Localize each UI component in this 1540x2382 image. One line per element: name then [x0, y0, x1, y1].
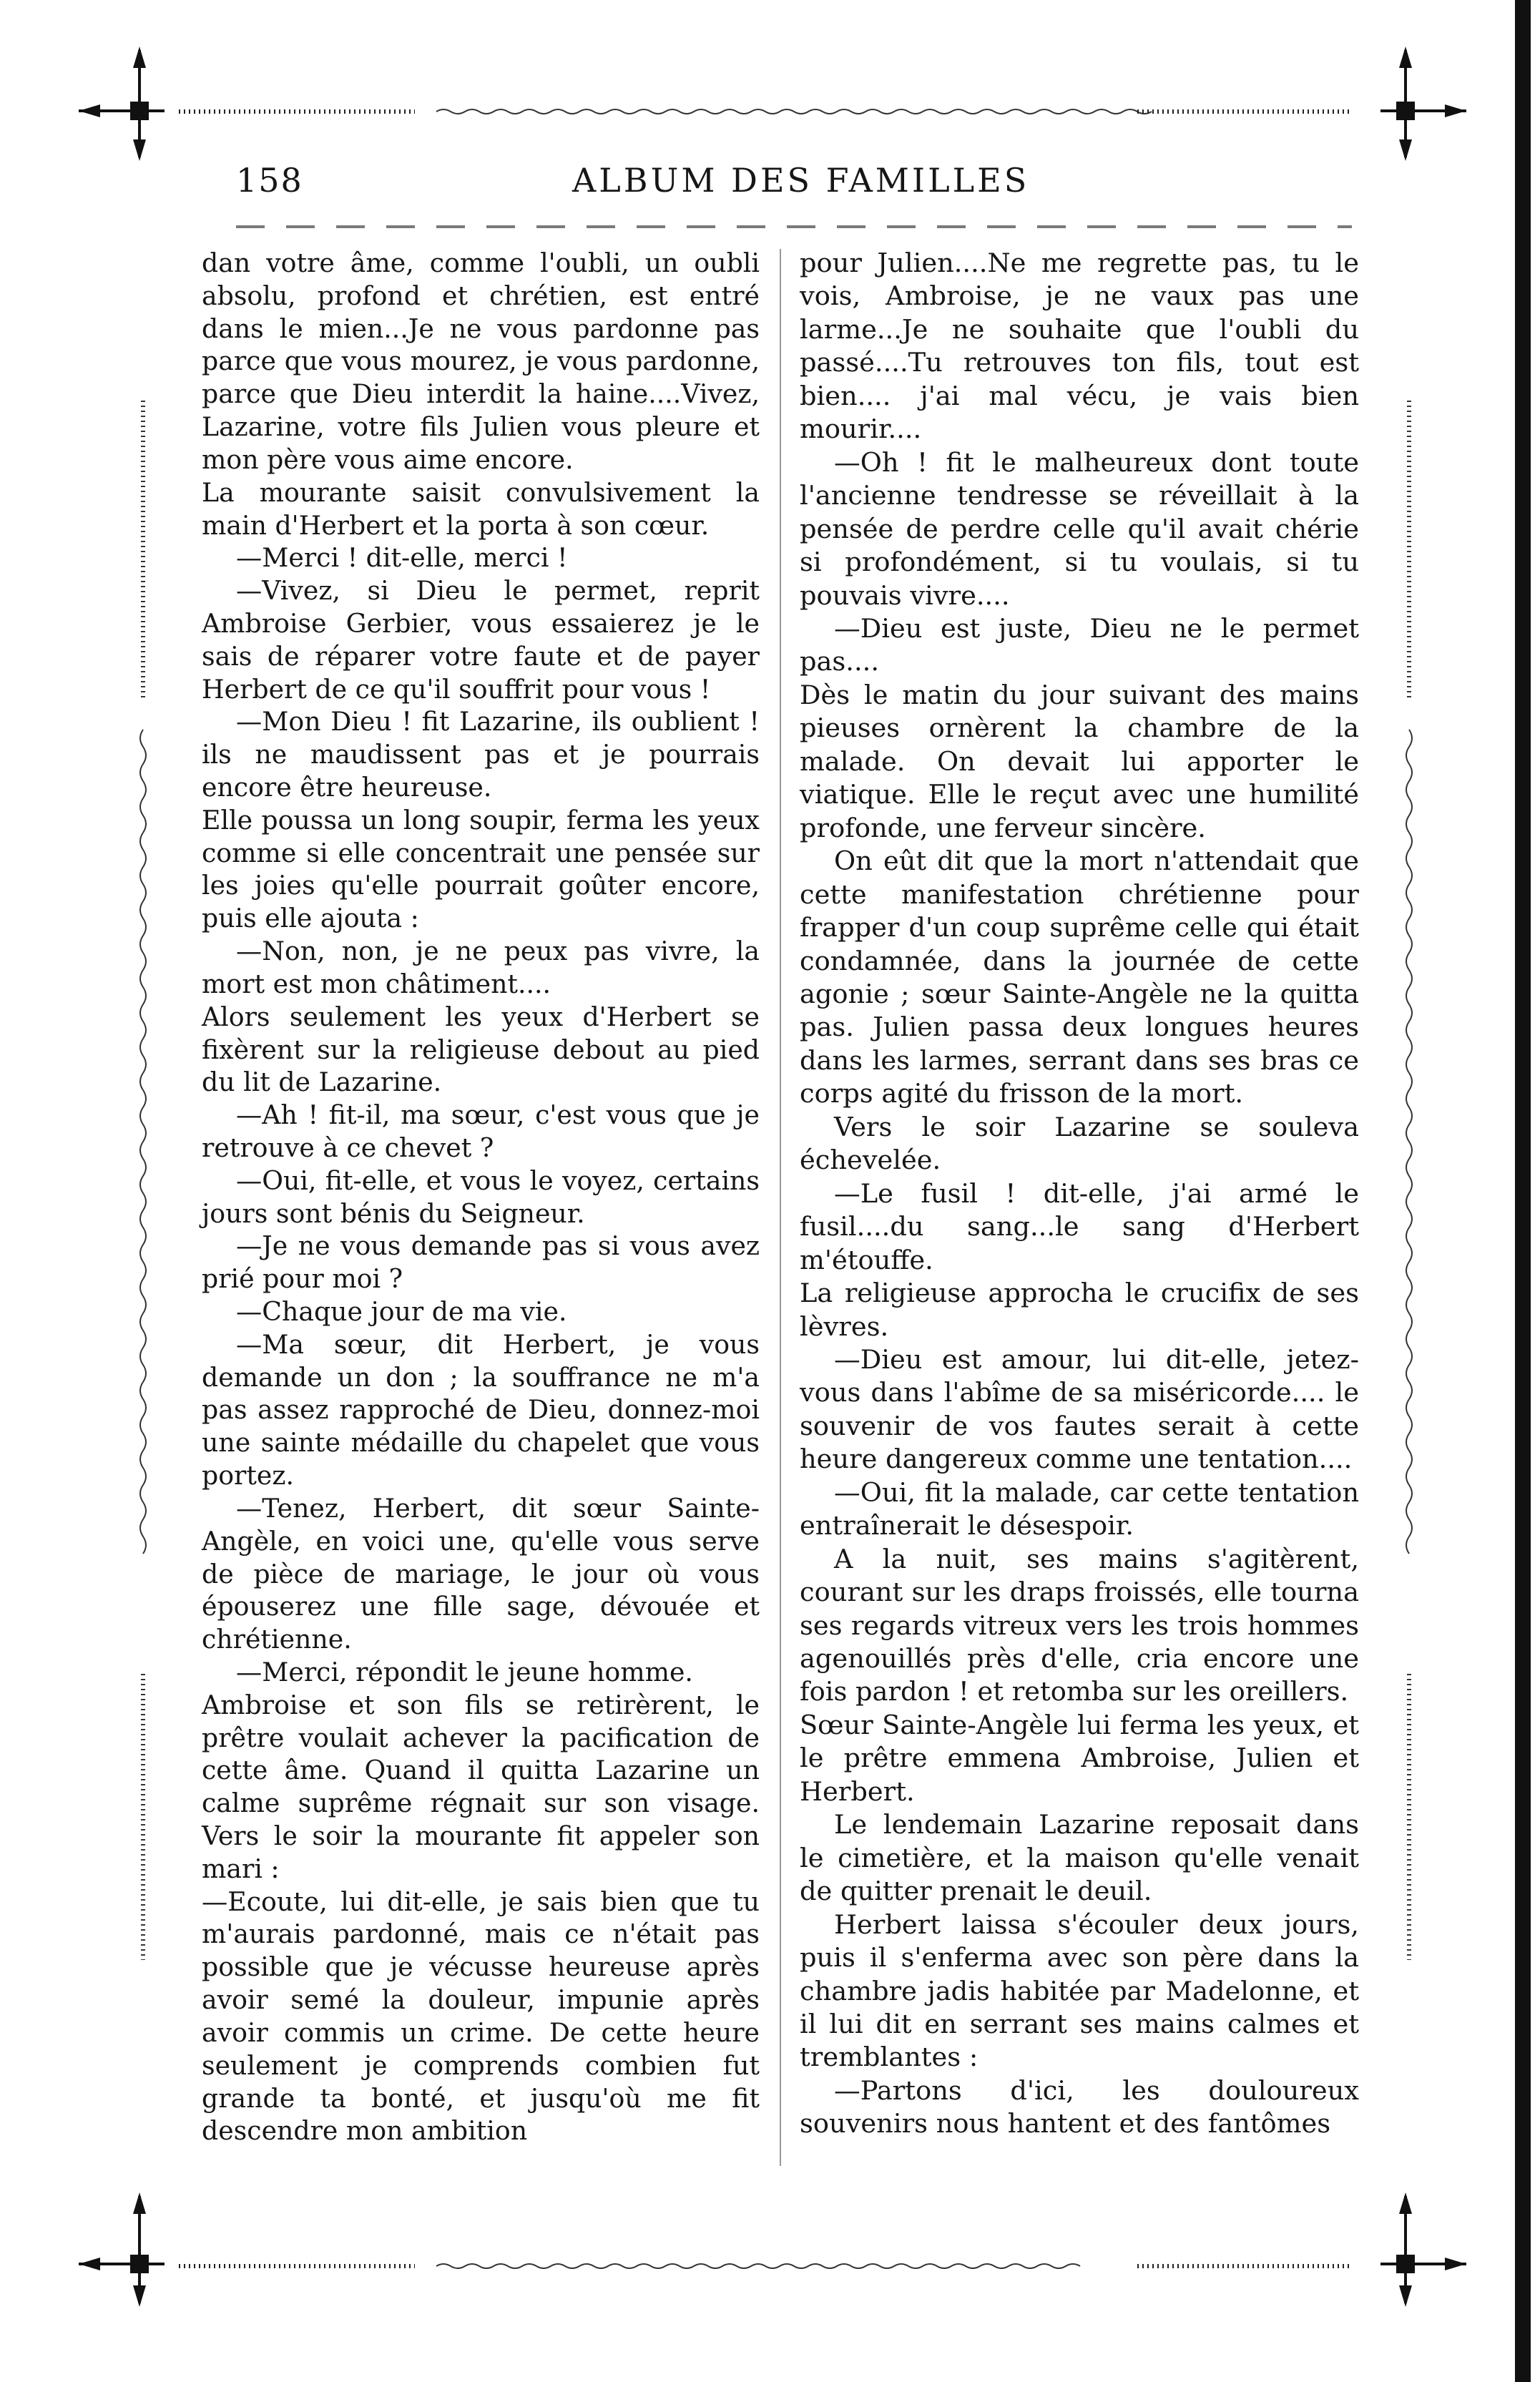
left-border-ornament [134, 401, 152, 1960]
paragraph: pour Julien....Ne me regrette pas, tu le vois, Ambroise, je ne vaux pas une larme...Je ne souhaite que l'oubli du passé....Tu retrouves ton fils, tout est bien.... j'ai mal vécu, je vais bien mourir.... [800, 247, 1359, 445]
paragraph: —Ecoute, lui dit-elle, je sais bien que tu m'aurais pardonné, mais ce n'était pas possible que je vécusse heureuse après avoir semé la douleur, impunie après avoir commis un crime. De cette heure seulement je comprends combien fut grande ta bonté, et jusqu'où me fit descendre mon ambition [202, 1886, 760, 2147]
top-border-rule [179, 106, 1352, 123]
paragraph: Alors seulement les yeux d'Herbert se fixèrent sur la religieuse debout au pied du lit de Lazarine. [202, 1001, 760, 1098]
paragraph: —Je ne vous demande pas si vous avez prié pour moi ? [202, 1230, 760, 1295]
corner-ornament-top-right [1380, 43, 1466, 165]
right-text-column [800, 247, 1359, 2141]
paragraph: Dès le matin du jour suivant des mains pieuses ornèrent la chambre de la malade. On devait lui apporter le viatique. Elle le reçut avec une humilité profonde, une ferveur sincère. [800, 679, 1359, 843]
page-edge-bar [1515, 0, 1531, 2382]
paragraph: —Dieu est amour, lui dit-elle, jetez-vous dans l'abîme de sa miséricorde.... le souvenir de vos fautes serait à cette heure dangereux comme une tentation.... [800, 1343, 1359, 1475]
paragraph: —Partons d'ici, les douloureux souvenirs nous hantent et des fantômes [800, 2074, 1359, 2140]
paragraph: —Merci, répondit le jeune homme. [236, 1656, 693, 1687]
paragraph: Elle poussa un long soupir, ferma les yeux comme si elle concentrait une pensée sur les joies qu'elle pourrait goûter encore, puis elle ajouta : [202, 804, 760, 934]
paragraph: —Non, non, je ne peux pas vivre, la mort est mon châtiment.... [202, 936, 760, 999]
paragraph: —Ma sœur, dit Herbert, je vous demande un don ; la souffrance ne m'a pas assez rapproché de Dieu, donnez-moi une sainte médaille du chapelet que vous portez. [202, 1328, 760, 1491]
paragraph: —Vivez, si Dieu le permet, reprit Ambroise Gerbier, vous essaierez je le sais de réparer votre faute et de payer Herbert de ce qu'il souffrit pour vous ! [202, 575, 760, 705]
paragraph: —Chaque jour de ma vie. [236, 1296, 567, 1327]
paragraph: La religieuse approcha le crucifix de ses lèvres. [800, 1278, 1359, 1342]
paragraph: Ambroise et son fils se retirèrent, le prêtre voulait achever la pacification de cette âme. Quand il quitta Lazarine un calme suprême régnait sur son visage. Vers le soir la mourante fit appeler son mari : [202, 1689, 760, 1884]
paragraph: —Merci ! dit-elle, merci ! [236, 542, 568, 574]
paragraph: A la nuit, ses mains s'agitèrent, courant sur les draps froissés, elle tourna ses regards vitreux vers les trois hommes agenouillés près d'elle, cria encore une fois pardon ! et retomba sur les oreillers. [800, 1543, 1359, 1707]
running-title: ALBUM DES FAMILLES [572, 161, 1030, 200]
paragraph: La mourante saisit convulsivement la main d'Herbert et la porta à son cœur. [202, 476, 760, 541]
paragraph: —Oui, fit la malade, car cette tentation entraînerait le désespoir. [800, 1476, 1359, 1542]
page-header [0, 161, 1540, 211]
paragraph: —Tenez, Herbert, dit sœur Sainte-Angèle, en voici une, qu'elle vous serve de pièce de mariage, le jour où vous épouserez une fille sage, dévouée et chrétienne. [202, 1492, 760, 1655]
paragraph: Le lendemain Lazarine reposait dans le cimetière, et la maison qu'elle venait de quitter prenait le deuil. [800, 1809, 1359, 1907]
page-number: 158 [236, 161, 303, 200]
corner-ornament-top-left [79, 43, 165, 165]
paragraph: —Le fusil ! dit-elle, j'ai armé le fusil....du sang...le sang d'Herbert m'étouffe. [800, 1177, 1359, 1275]
paragraph: Vers le soir Lazarine se souleva échevelée. [800, 1111, 1359, 1176]
left-text-column [202, 247, 760, 2147]
corner-ornament-bottom-right [1380, 2189, 1466, 2310]
corner-ornament-bottom-left [79, 2189, 165, 2310]
header-rule [236, 225, 1352, 228]
paragraph: —Oh ! fit le malheureux dont toute l'ancienne tendresse se réveillait à la pensée de perdre celle qu'il avait chérie si profondément, si tu voulais, si tu pouvais vivre.... [800, 446, 1359, 611]
paragraph: On eût dit que la mort n'attendait que cette manifestation chrétienne pour frapper d'un coup suprême celle qui était condamnée, dans la journée de cette agonie ; sœur Sainte-Angèle ne la quitta pas. Julien passa deux longues heures dans les larmes, serrant dans ses bras ce corps agité du frisson de la mort. [800, 846, 1359, 1109]
paragraph: dan votre âme, comme l'oubli, un oubli absolu, profond et chrétien, est entré dans le mien...Je ne vous pardonne pas parce que vous mourez, je vous pardonne, parce que Dieu interdit la haine....Vivez, Lazarine, votre fils Julien vous pleure et mon père vous aime encore. [202, 247, 760, 475]
paragraph: —Ah ! fit-il, ma sœur, c'est vous que je retrouve à ce chevet ? [202, 1099, 760, 1163]
bottom-border-rule [179, 2259, 1352, 2276]
paragraph: Sœur Sainte-Angèle lui ferma les yeux, et le prêtre emmena Ambroise, Julien et Herbert. [800, 1709, 1359, 1807]
paragraph: —Mon Dieu ! fit Lazarine, ils oublient ! ils ne maudissent pas et je pourrais encore être heureuse. [202, 706, 760, 803]
paragraph: —Oui, fit-elle, et vous le voyez, certains jours sont bénis du Seigneur. [202, 1165, 760, 1229]
column-divider [780, 249, 781, 2166]
paragraph: —Dieu est juste, Dieu ne le permet pas.... [800, 612, 1359, 677]
paragraph: Herbert laissa s'écouler deux jours, puis il s'enferma avec son père dans la chambre jadis habitée par Madelonne, et il lui dit en serrant ses mains calmes et tremblantes : [800, 1908, 1359, 2073]
right-border-ornament [1401, 401, 1418, 1960]
